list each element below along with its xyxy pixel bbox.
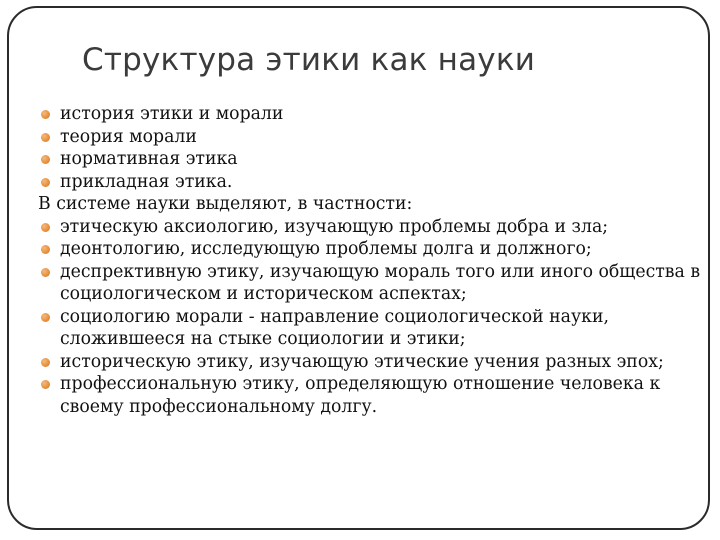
list-item-text: историческую этику, изучающую этические учения разных эпох; [60,351,664,372]
bullet-dot-icon [41,223,50,232]
list-item [38,148,703,171]
bullet-dot-icon [41,313,50,322]
list-item [38,238,703,261]
intro-paragraph: В системе науки выделяют, в частности: [38,194,413,214]
list-item-text: этическую аксиологию, изучающую проблемы добра и зла; [60,216,609,237]
list-item [38,216,703,239]
bullet-dot-icon [41,110,50,119]
bullet-dot-icon [41,155,50,164]
list-item [38,126,703,149]
bullet-dot-icon [41,133,50,142]
list-item-text: теория морали [60,126,197,147]
list-item [38,171,703,194]
list-item [38,351,703,374]
list-item-text: деонтологию, исследующую проблемы долга и должного; [60,239,592,259]
list-item [38,261,703,306]
list-item [38,306,703,351]
bullet-dot-icon [41,245,50,254]
list-item-text: профессиональную этику, определяющую отношение человека к своему профессиональному долгу. [60,374,661,417]
list-item-text: история этики и морали [60,104,284,124]
list-item [38,373,703,418]
bullet-dot-icon [41,380,50,389]
list-item-text: прикладная этика. [60,171,233,192]
slide-title: Структура этики как науки [82,42,536,78]
bullet-dot-icon [41,268,50,277]
bullet-dot-icon [41,178,50,187]
list-item [38,103,703,126]
slide-content [38,103,703,418]
list-item-text: деспрективную этику, изучающую мораль того или иного общества в социологическом и историческом аспектах; [60,261,701,304]
list-item-text: нормативная этика [60,149,238,169]
list-item-text: социологию морали - направление социологической науки, сложившееся на стыке социологии и этики; [60,306,609,349]
bullet-dot-icon [41,358,50,367]
